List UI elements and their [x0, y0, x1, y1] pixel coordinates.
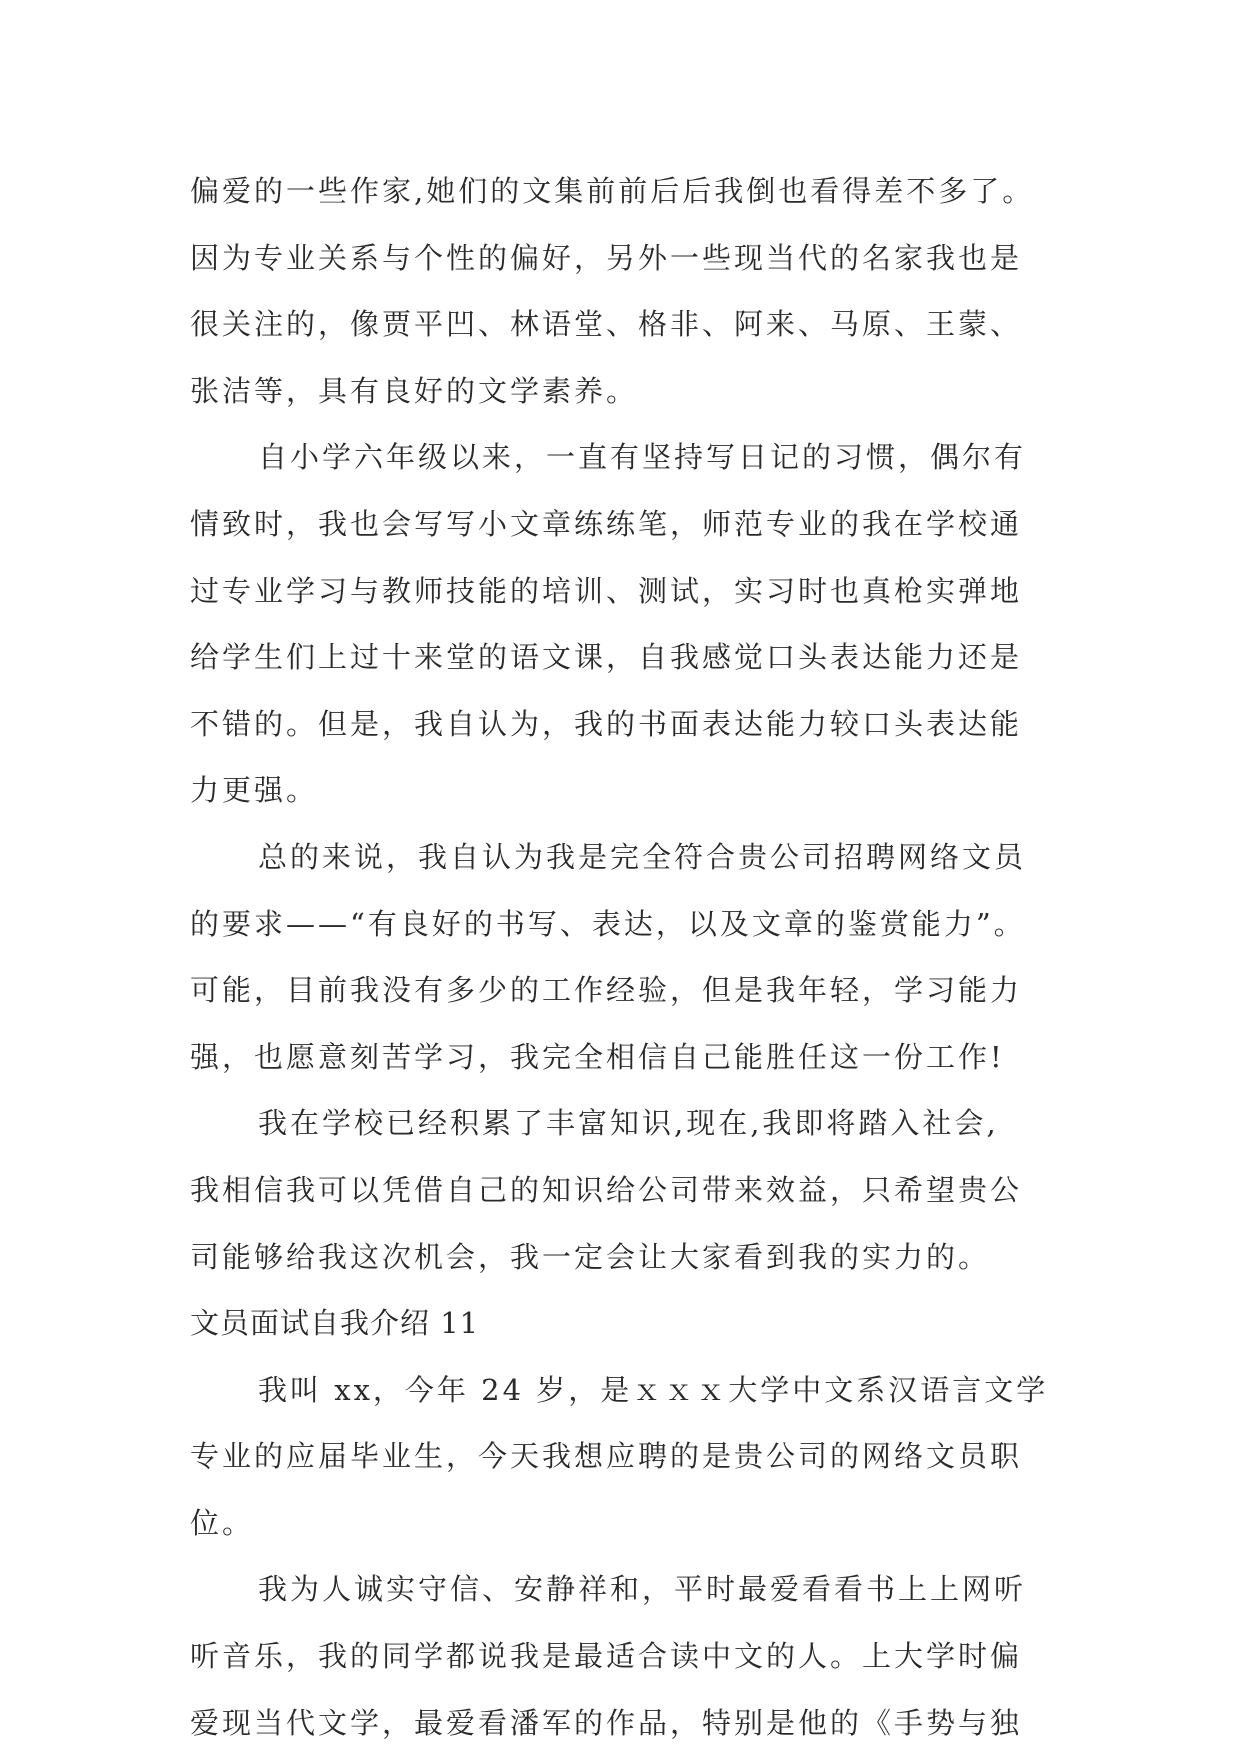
text-line: 我相信我可以凭借自己的知识给公司带来效益，只希望贵公 [190, 1172, 1023, 1207]
text-line: 不错的。但是，我自认为，我的书面表达能力较口头表达能 [190, 706, 1023, 741]
text-line: 很关注的，像贾平凹、林语堂、格非、阿来、马原、王蒙、 [190, 307, 1023, 342]
text-line: 司能够给我这次机会，我一定会让大家看到我的实力的。 [190, 1239, 991, 1274]
text-line: 过专业学习与教师技能的培训、测试，实习时也真枪实弹地 [190, 573, 1023, 608]
text-line: 因为专业关系与个性的偏好，另外一些现当代的名家我也是 [190, 240, 1023, 275]
text-line: 听音乐，我的同学都说我是最适合读中文的人。上大学时偏 [190, 1639, 1023, 1674]
text-line: 张洁等，具有良好的文学素养。 [190, 373, 639, 408]
paragraph-first-line: 我叫 xx，今年 24 岁，是ｘｘｘ大学中文系汉语言文学 [258, 1372, 1049, 1407]
paragraph-first-line: 自小学六年级以来，一直有坚持写日记的习惯，偶尔有 [258, 440, 1027, 475]
text-line: 情致时，我也会写写小文章练练笔，师范专业的我在学校通 [190, 506, 1023, 541]
text-line: 位。 [190, 1505, 255, 1540]
text-line: 力更强。 [190, 773, 319, 808]
text-line: 的要求——“有良好的书写、表达，以及文章的鉴赏能力”。 [190, 906, 1026, 941]
text-line: 偏爱的一些作家,她们的文集前前后后我倒也看得差不多了。 [190, 174, 1035, 208]
text-line: 爱现当代文学，最爱看潘军的作品，特别是他的《手势与独 [190, 1705, 1023, 1740]
section-heading: 文员面试自我介绍 11 [190, 1306, 480, 1341]
text-line: 给学生们上过十来堂的语文课，自我感觉口头表达能力还是 [190, 640, 1023, 675]
text-line: 强，也愿意刻苦学习，我完全相信自己能胜任这一份工作! [190, 1039, 1005, 1074]
text-line: 专业的应届毕业生，今天我想应聘的是贵公司的网络文员职 [190, 1439, 1023, 1474]
paragraph-first-line: 我为人诚实守信、安静祥和，平时最爱看看书上上网听 [258, 1572, 1027, 1607]
text-line: 可能，目前我没有多少的工作经验，但是我年轻，学习能力 [190, 973, 1023, 1008]
paragraph-first-line: 我在学校已经积累了丰富知识,现在,我即将踏入社会, [258, 1106, 999, 1141]
document-body [190, 158, 1090, 1756]
paragraph-first-line: 总的来说，我自认为我是完全符合贵公司招聘网络文员 [258, 839, 1027, 874]
